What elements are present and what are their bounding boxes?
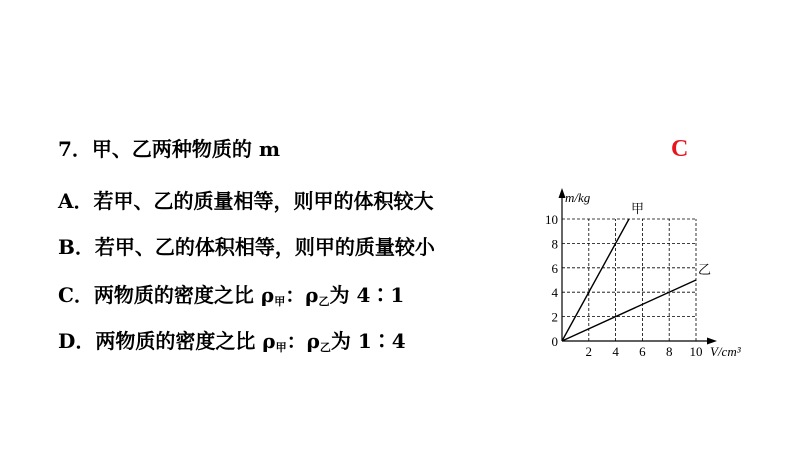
option-d-letter: D．	[58, 329, 96, 353]
tick-labels	[545, 212, 703, 359]
series-line	[562, 219, 629, 341]
grid	[562, 219, 696, 341]
option-d-sub-yi: 乙	[319, 341, 331, 354]
y-tick-label: 2	[551, 309, 558, 325]
option-b-text: 若甲、乙的体积相等，则甲的质量较小	[94, 235, 435, 259]
option-d-text-pre: 两物质的密度之比 ρ	[95, 329, 276, 353]
x-tick-label: 2	[585, 344, 593, 359]
series-line	[562, 280, 696, 341]
option-c-mid: ：ρ	[285, 283, 319, 307]
question-number: 7．	[58, 137, 92, 161]
series-label: 甲	[631, 201, 645, 216]
option-c-sub-jia: 甲	[274, 295, 286, 308]
option-d-text-post: 为 1∶4	[330, 329, 406, 353]
y-axis-label: m/kg	[565, 190, 591, 205]
option-c-text-post: 为 4∶1	[329, 283, 405, 307]
y-tick-label: 6	[551, 260, 558, 276]
series	[562, 201, 711, 341]
x-tick-label: 6	[639, 344, 646, 359]
y-tick-label: 0	[551, 334, 558, 349]
option-c-letter: C．	[58, 283, 94, 307]
option-a-letter: A．	[58, 189, 94, 213]
y-tick-label: 4	[551, 285, 558, 301]
option-d-mid: ：ρ	[286, 329, 320, 353]
answer-mark: C	[671, 136, 689, 162]
option-c-sub-yi: 乙	[318, 295, 330, 308]
x-tick-label: 8	[665, 344, 673, 359]
x-tick-label: 4	[612, 344, 619, 359]
x-tick-label: 10	[689, 344, 703, 359]
option-b-letter: B．	[58, 235, 95, 259]
series-label: 乙	[698, 262, 712, 277]
option-c-text-pre: 两物质的密度之比 ρ	[93, 283, 275, 307]
y-tick-label: 10	[545, 212, 558, 227]
y-tick-label: 8	[551, 236, 558, 252]
x-axis-label: V/cm³	[710, 344, 741, 359]
option-a-text: 若甲、乙的质量相等，则甲的体积较大	[93, 189, 434, 213]
option-d-sub-jia: 甲	[275, 341, 287, 354]
question-text: 甲、乙两种物质的 m	[91, 137, 281, 161]
